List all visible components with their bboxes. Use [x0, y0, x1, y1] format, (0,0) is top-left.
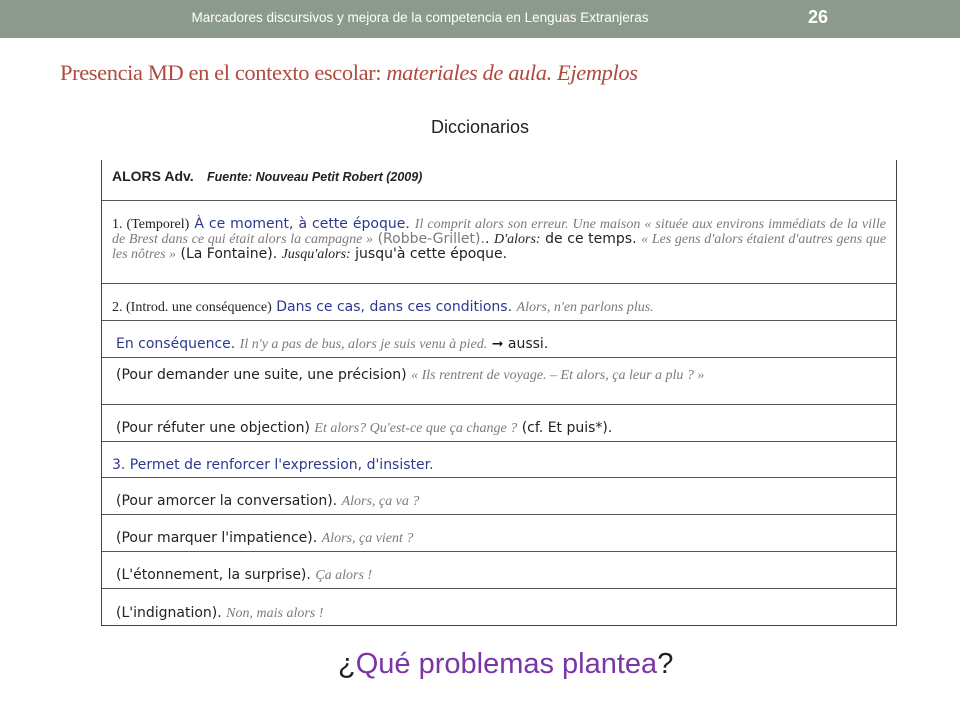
sense-1-row [102, 200, 896, 283]
heading-italic: materiales de aula. Ejemplos [386, 60, 638, 85]
sense-1-text: 1. (Temporel) À ce moment, à cette époque. Il comprit alors son erreur. Une maison « située aux environs immédiats de la ville de Brest dans ce qui était alors la campagne » (Robbe-Grillet).. D'alors: de ce temps. « Les gens d'alors étaient d'autres gens que les nôtres » (La Fontaine). Jusqu'alors: jusqu'à cette époque. [112, 216, 887, 262]
slide-heading [60, 60, 638, 86]
entry-headword-row [102, 160, 896, 200]
entry-source: Fuente: Nouveau Petit Robert (2009) [207, 170, 423, 184]
headword: ALORS Adv. [112, 168, 194, 184]
slide-header-bar [0, 0, 960, 38]
sense-2b-row: En conséquence. Il n'y a pas de bus, alors je suis venu à pied. ➞ aussi. [102, 320, 896, 357]
slide-number: 26 [808, 7, 829, 27]
sense-3-row: 3. Permet de renforcer l'expression, d'insister. [102, 441, 896, 477]
sense-3c-row: (L'étonnement, la surprise). Ça alors ! [102, 551, 896, 588]
sense-2d-row: (Pour réfuter une objection) Et alors? Qu'est-ce que ça change ? (cf. Et puis*). [102, 404, 896, 441]
sense-3b-row: (Pour marquer l'impatience). Alors, ça vient ? [102, 514, 896, 551]
sense-3a-row: (Pour amorcer la conversation). Alors, ça va ? [102, 477, 896, 514]
subheading: Diccionarios [430, 117, 530, 137]
sense-2c-row: (Pour demander une suite, une précision) « Ils rentrent de voyage. – Et alors, ça leur a plu ? » [102, 357, 896, 404]
discussion-question: ¿Qué problemas plantea? [338, 648, 674, 680]
dictionary-entry [101, 160, 897, 626]
heading-plain: Presencia MD en el contexto escolar: [60, 60, 387, 85]
arrow-icon: ➞ [491, 336, 504, 352]
presentation-title: Marcadores discursivos y mejora de la competencia en Lenguas Extranjeras [191, 10, 649, 25]
sense-2-row: 2. (Introd. une conséquence) Dans ce cas, dans ces conditions. Alors, n'en parlons plus. [102, 283, 896, 320]
sense-3d-row: (L'indignation). Non, mais alors ! [102, 588, 896, 626]
